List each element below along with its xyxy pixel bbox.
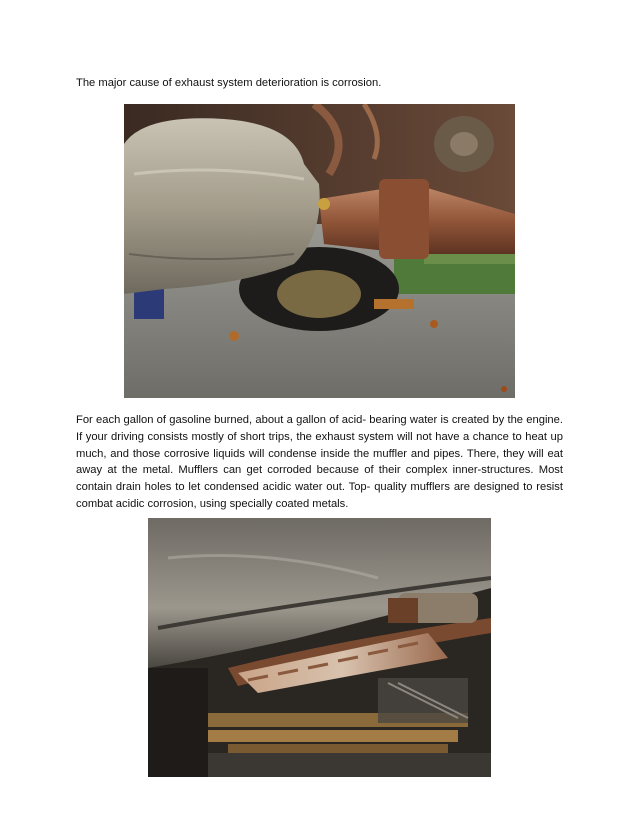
intro-sentence: The major cause of exhaust system deterioration is corrosion.: [76, 77, 382, 89]
body-paragraph: For each gallon of gasoline burned, about a gallon of acid- bearing water is created by the engine. If your driving consists mostly of short trips, the exhaust system will not have a chance to heat up much, and those corrosive liquids will condense inside the muffler and pipes. There, they will eat away at the metal. Mufflers can get corroded because of their complex inner-structures. Most contain drain holes to let condensed acidic water out. Top- quality mufflers are designed to resist combat acidic corrosion, using specially coated metals.: [76, 414, 563, 510]
photo-corroded-muffler-pipe: [124, 104, 515, 398]
photo-muffler-underside: [148, 518, 491, 777]
